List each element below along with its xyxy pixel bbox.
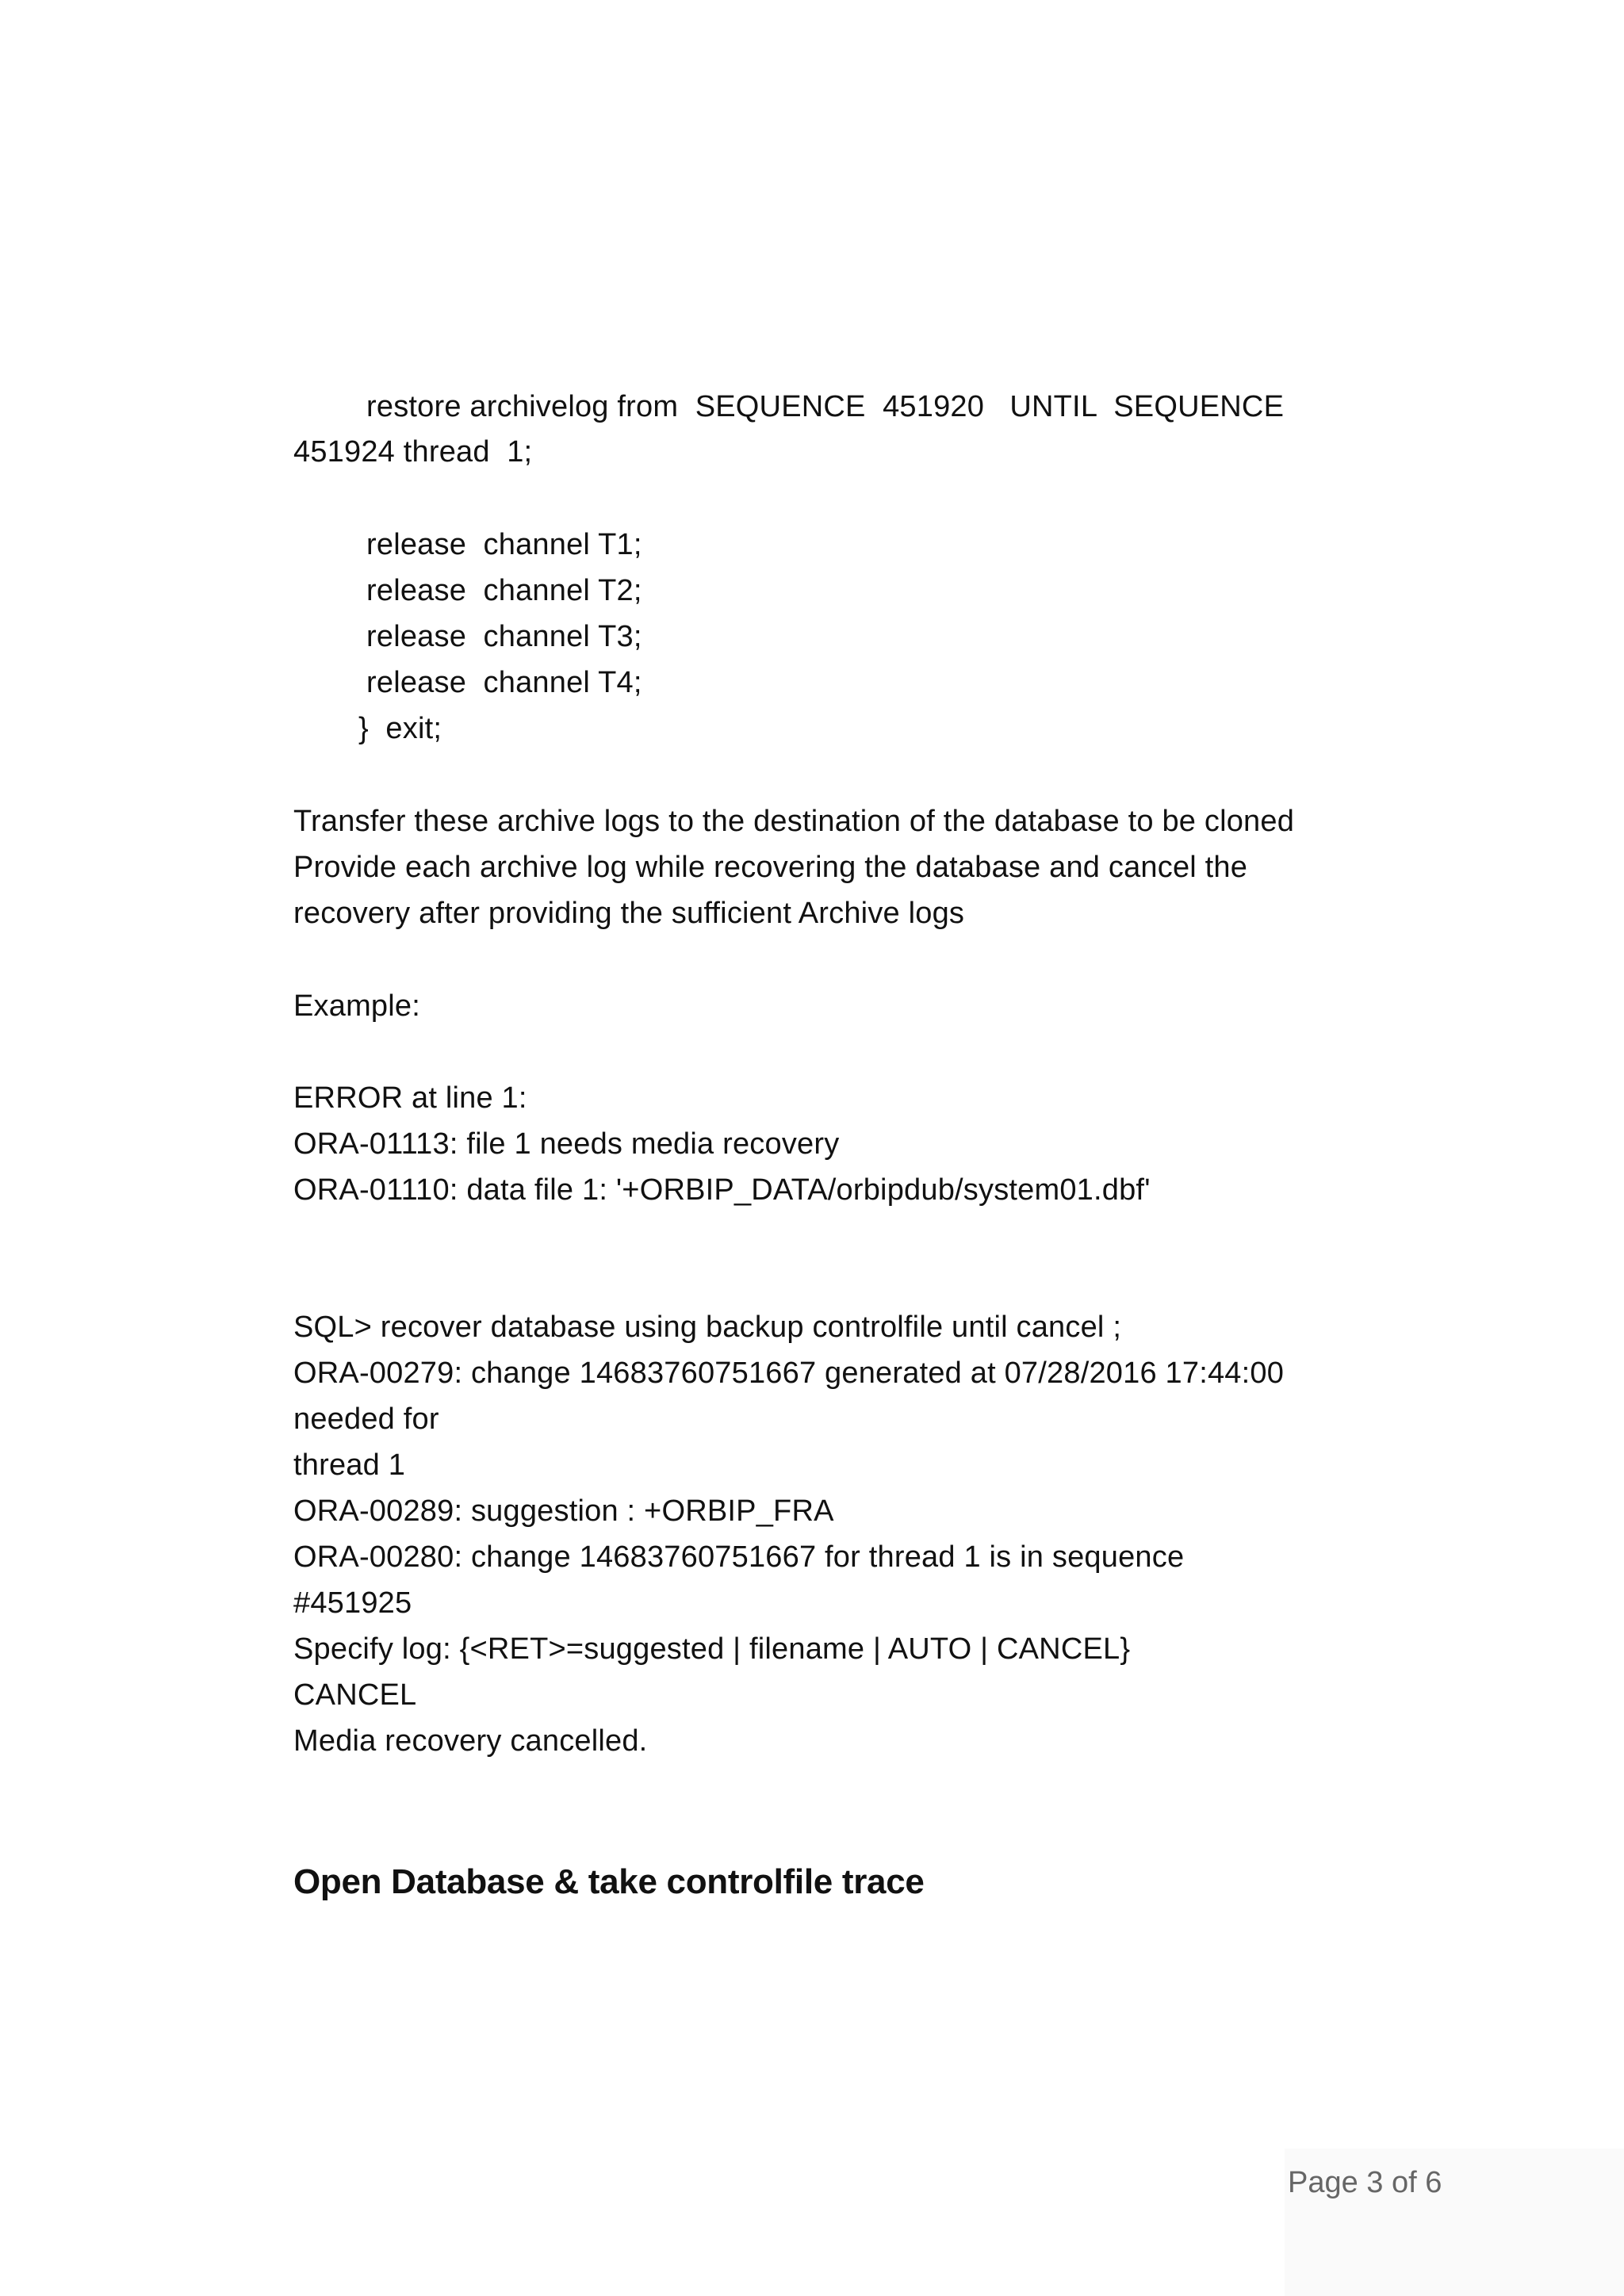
restore-command-line-2: 451924 thread 1;	[293, 435, 533, 469]
error-line-1: ERROR at line 1:	[293, 1081, 527, 1115]
code-block-closing: } exit;	[358, 712, 442, 745]
release-channel-t2: release channel T2;	[366, 574, 642, 607]
sql-line-3: needed for	[293, 1402, 439, 1436]
release-channel-t1: release channel T1;	[366, 528, 642, 561]
sql-line-7: #451925	[293, 1586, 412, 1620]
section-heading: Open Database & take controlfile trace	[293, 1862, 925, 1901]
sql-line-6: ORA-00280: change 14683760751667 for thread 1 is in sequence	[293, 1540, 1185, 1574]
paragraph-line-3: recovery after providing the sufficient Archive logs	[293, 897, 965, 930]
paragraph-line-1: Transfer these archive logs to the destination of the database to be cloned	[293, 805, 1295, 838]
sql-line-2: ORA-00279: change 14683760751667 generated at 07/28/2016 17:44:00	[293, 1357, 1285, 1390]
sql-line-4: thread 1	[293, 1448, 406, 1482]
error-line-2: ORA-01113: file 1 needs media recovery	[293, 1127, 840, 1161]
sql-line-1: SQL> recover database using backup controlfile until cancel ;	[293, 1311, 1122, 1344]
error-line-3: ORA-01110: data file 1: '+ORBIP_DATA/orbipdub/system01.dbf'	[293, 1173, 1151, 1207]
sql-line-9: CANCEL	[293, 1678, 417, 1712]
release-channel-t4: release channel T4;	[366, 666, 642, 699]
sql-line-8: Specify log: {<RET>=suggested | filename | AUTO | CANCEL}	[293, 1632, 1131, 1666]
restore-command-line-1: restore archivelog from SEQUENCE 451920 UNTIL SEQUENCE	[366, 390, 1285, 423]
sql-line-10: Media recovery cancelled.	[293, 1724, 648, 1758]
page-number: Page 3 of 6	[1288, 2166, 1442, 2199]
sql-line-5: ORA-00289: suggestion : +ORBIP_FRA	[293, 1494, 834, 1528]
paragraph-line-2: Provide each archive log while recovering the database and cancel the	[293, 851, 1248, 884]
release-channel-t3: release channel T3;	[366, 620, 642, 653]
example-label: Example:	[293, 989, 421, 1023]
